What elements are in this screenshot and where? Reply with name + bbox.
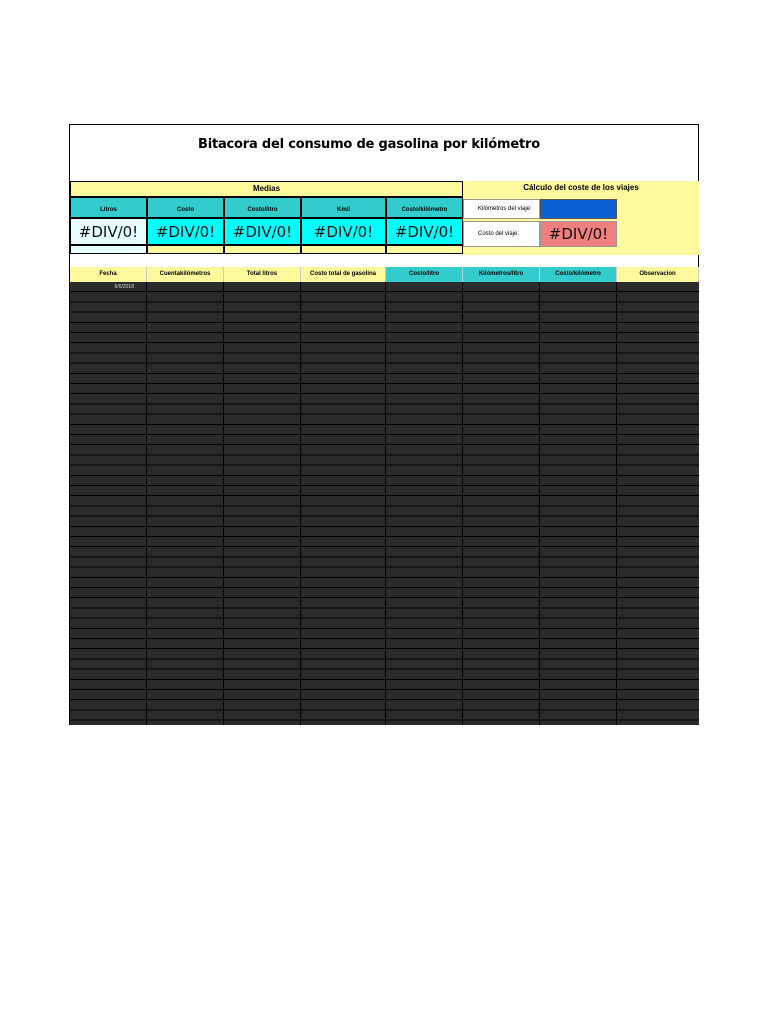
spreadsheet-sheet xyxy=(69,124,699,725)
medias-value-costo-litro[interactable]: #DIV/0! xyxy=(224,218,301,245)
trip-km-input[interactable] xyxy=(540,199,617,219)
medias-col-costo-litro[interactable]: Costo/litro xyxy=(224,197,301,218)
medias-footer-cell[interactable] xyxy=(224,245,301,254)
medias-col-km-l[interactable]: Km/l xyxy=(301,197,386,218)
sheet-title: Bitacora del consumo de gasolina por kilómetro xyxy=(198,137,540,152)
medias-value-costo[interactable]: #DIV/0! xyxy=(147,218,224,245)
table-header-costo-litro[interactable]: Costo/litro xyxy=(386,267,463,282)
medias-value-costo-km[interactable]: #DIV/0! xyxy=(386,218,463,245)
trip-cost-panel xyxy=(463,181,699,255)
medias-value-litros[interactable]: #DIV/0! xyxy=(70,218,147,245)
medias-col-costo-km[interactable]: Costo/kilómetro xyxy=(386,197,463,218)
trip-cost-label: Costo del viaje: xyxy=(463,221,540,247)
medias-header: Medias xyxy=(70,181,463,197)
table-header-cuentakilometros[interactable]: Cuentakilómetros xyxy=(147,267,224,282)
data-rows-grid[interactable] xyxy=(70,282,699,725)
table-header-costo-total[interactable]: Costo total de gasolina xyxy=(301,267,386,282)
first-row-date[interactable]: 6/6/2018 xyxy=(114,284,134,290)
medias-col-costo[interactable]: Costo xyxy=(147,197,224,218)
table-header-fecha[interactable]: Fecha xyxy=(70,267,147,282)
medias-value-km-l[interactable]: #DIV/0! xyxy=(301,218,386,245)
trip-cost-title: Cálculo del coste de los viajes xyxy=(523,183,639,192)
table-header-km-litro[interactable]: Kilómetros/litro xyxy=(463,267,540,282)
table-header-total-litros[interactable]: Total litros xyxy=(224,267,301,282)
table-header-observacion[interactable]: Observacion xyxy=(617,267,699,282)
medias-footer-cell[interactable] xyxy=(147,245,224,254)
medias-footer-cell[interactable] xyxy=(301,245,386,254)
medias-col-litros[interactable]: Litros xyxy=(70,197,147,218)
trip-cost-result[interactable]: #DIV/0! xyxy=(540,221,617,247)
table-header-costo-km[interactable]: Costo/kilómetro xyxy=(540,267,617,282)
trip-km-label: Kilómetros del viaje: xyxy=(463,199,540,219)
medias-footer-cell[interactable] xyxy=(386,245,463,254)
medias-footer-cell[interactable] xyxy=(70,245,147,254)
